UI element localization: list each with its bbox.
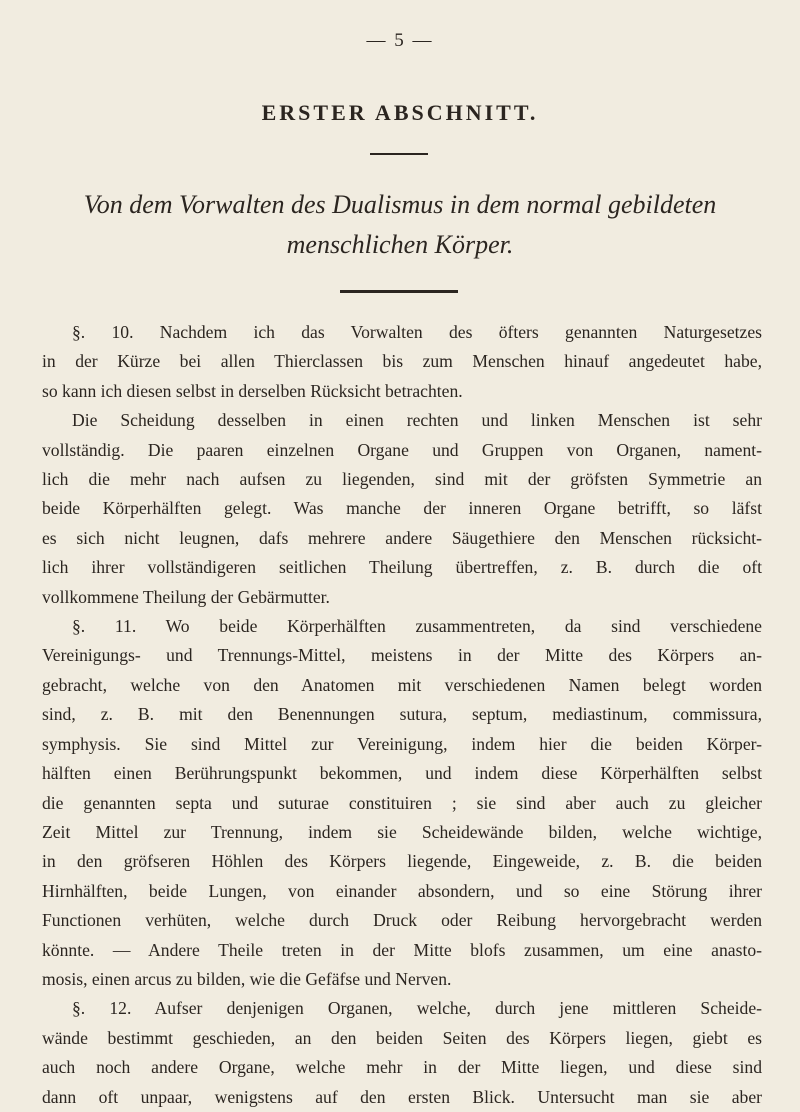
text-line: §. 12. Aufser denjenigen Organen, welche, durch jene mittleren Scheide-	[72, 998, 762, 1019]
text-line: Vereinigungs- und Trennungs-Mittel, meistens in der Mitte des Körpers an-	[42, 645, 762, 666]
text-line: §. 10. Nachdem ich das Vorwalten des öfters genannten Naturgesetzes	[72, 322, 762, 342]
chapter-heading: ERSTER ABSCHNITT.	[261, 100, 539, 125]
text-line: vollständig. Die paaren einzelnen Organe und Gruppen von Organen, nament-	[42, 439, 762, 460]
text-line: Hirnhälften, beide Lungen, von einander absondern, und so eine Störung ihrer	[42, 880, 762, 901]
text-line: so kann ich diesen selbst in derselben Rücksicht betrachten.	[42, 380, 463, 401]
text-line: Die Scheidung desselben in einen rechten und linken Menschen ist sehr	[72, 410, 762, 431]
text-line: dann oft unpaar, wenigstens auf den ersten Blick. Untersucht man sie aber	[42, 1086, 762, 1107]
text-line: Functionen verhüten, welche durch Druck oder Reibung hervorgebracht werden	[42, 910, 762, 931]
body-text	[42, 318, 762, 1112]
section-title-line-2: menschlichen Körper.	[286, 230, 514, 259]
text-line: gebracht, welche von den Anatomen mit verschiedenen Namen belegt worden	[42, 674, 762, 695]
text-line: sind, z. B. mit den Benennungen sutura, septum, mediastinum, commissura,	[42, 704, 762, 725]
text-line: lich die mehr nach aufsen zu liegenden, sind mit der gröfsten Symmetrie an	[42, 469, 762, 490]
text-line: auch noch andere Organe, welche mehr in der Mitte liegen, und diese sind	[42, 1057, 762, 1078]
heading-rule	[370, 153, 428, 155]
text-line: beide Körperhälften gelegt. Was manche der inneren Organe betrifft, so läfst	[42, 498, 762, 519]
page-number: — 5 —	[366, 30, 434, 51]
text-line: mosis, einen arcus zu bilden, wie die Gefäfse und Nerven.	[42, 968, 452, 989]
text-line: symphysis. Sie sind Mittel zur Vereinigung, indem hier die beiden Körper-	[42, 733, 762, 754]
text-line: in den gröfseren Höhlen des Körpers liegende, Eingeweide, z. B. die beiden	[42, 851, 762, 872]
text-line: wände bestimmt geschieden, an den beiden Seiten des Körpers liegen, giebt es	[42, 1027, 762, 1048]
text-line: lich ihrer vollständigeren seitlichen Theilung übertreffen, z. B. durch die oft	[42, 557, 762, 578]
section-title-line-1: Von dem Vorwalten des Dualismus in dem normal gebildeten	[83, 190, 717, 219]
text-line: die genannten septa und suturae constituiren ; sie sind aber auch zu gleicher	[42, 792, 762, 813]
text-line: in der Kürze bei allen Thierclassen bis zum Menschen hinauf angedeutet habe,	[42, 351, 762, 372]
text-line: §. 11. Wo beide Körperhälften zusammentreten, da sind verschiedene	[72, 616, 762, 637]
text-line: es sich nicht leugnen, dafs mehrere andere Säugethiere den Menschen rücksicht-	[42, 527, 762, 548]
title-rule	[340, 290, 458, 293]
text-line: vollkommene Theilung der Gebärmutter.	[42, 586, 330, 607]
text-line: Zeit Mittel zur Trennung, indem sie Scheidewände bilden, welche wichtige,	[42, 821, 762, 842]
text-line: könnte. — Andere Theile treten in der Mitte blofs zusammen, um eine anasto-	[42, 939, 762, 960]
text-line: hälften einen Berührungspunkt bekommen, und indem diese Körperhälften selbst	[42, 763, 762, 784]
